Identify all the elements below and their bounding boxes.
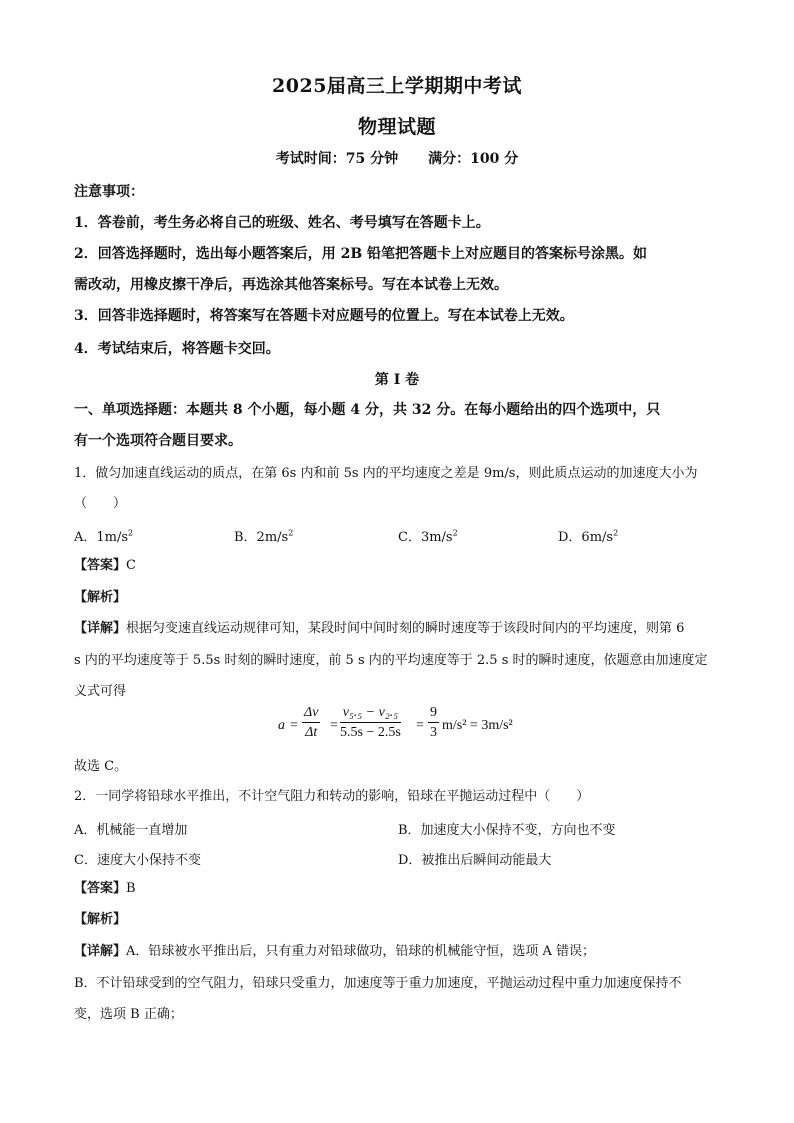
note-1: 1．答卷前，考生务必将自己的班级、姓名、考号填写在答题卡上。 <box>74 215 490 231</box>
q2-answer: 【答案】B <box>74 881 136 896</box>
q2-detail-a: 【详解】A．铅球被水平推出后，只有重力对铅球做功，铅球的机械能守恒，选项 A 错误； <box>74 944 596 959</box>
q1-stem-bracket: （ ） <box>74 496 127 511</box>
q2-detail-b: B．不计铅球受到的空气阻力，铅球只受重力，加速度等于重力加速度，平抛运动过程中重力加速度保持不 <box>74 976 682 991</box>
subject-title: 物理试题 <box>357 116 436 138</box>
q1-detail-2: s 内的平均速度等于 5.5s 时刻的瞬时速度，前 5 s 内的平均速度等于 2.5 s 时的瞬时速度，依题意由加速度定 <box>74 653 708 668</box>
formula-lhs: a <box>278 718 285 733</box>
q1-option-b: B．$2m/s^2$ <box>234 528 294 545</box>
section-heading: 一、单项选择题：本题共 8 个小题，每小题 4 分，共 32 分。在每小题给出的四个选项中，只 <box>74 402 661 418</box>
formula-eq-2: = <box>330 718 338 733</box>
q1-analysis: 【解析】 <box>74 590 127 605</box>
note-4: 4．考试结束后，将答题卡交回。 <box>74 341 280 357</box>
q1-option-d: D．$6m/s^2$ <box>558 528 619 545</box>
note-2-cont: 需改动，用橡皮擦干净后，再选涂其他答案标号。写在本试卷上无效。 <box>74 277 508 293</box>
q1-conclusion: 故选 C。 <box>74 759 128 774</box>
q1-option-a: A．$1m/s^2$ <box>74 528 134 545</box>
formula-eq-3: = <box>416 718 424 733</box>
formula-eq-1: = <box>290 718 298 733</box>
volume-label: 第 I 卷 <box>374 372 420 388</box>
formula-fraction-2: $\frac{\text{v₅.₅ − v₂.₅}}{5.5s - 2.5s}$ <box>340 705 401 740</box>
q1-option-c: C．$3m/s^2$ <box>398 528 458 545</box>
note-2: 2．回答选择题时，选出每小题答案后，用 2B 铅笔把答题卡上对应题目的答案标号涂黑。如 <box>74 246 648 262</box>
q1-detail-1: 【详解】根据匀变速直线运动规律可知，某段时间中间时刻的瞬时速度等于该段时间内的平均速度，则第 6 <box>74 621 685 636</box>
note-3: 3．回答非选择题时，将答案写在答题卡对应题号的位置上。写在本试卷上无效。 <box>74 308 574 324</box>
q2-analysis: 【解析】 <box>74 912 127 927</box>
formula-fraction-3: $\frac{9}{3}$ <box>430 705 437 740</box>
q2-option-a: A．机械能一直增加 <box>74 823 188 838</box>
q1-detail-3: 义式可得 <box>74 684 127 699</box>
exam-time: 考试时间：75 分钟 <box>275 151 399 167</box>
q2-detail-b-cont: 变，选项 B 正确； <box>74 1007 183 1022</box>
formula-tail: m/s² = 3m/s² <box>442 718 513 733</box>
notes-heading: 注意事项： <box>74 184 144 200</box>
section-heading-cont: 有一个选项符合题目要求。 <box>74 433 242 449</box>
formula-fraction-1: $\frac{\Delta v}{\Delta t}$ <box>304 705 319 740</box>
full-score: 满分：100 分 <box>428 151 519 167</box>
q2-option-d: D．被推出后瞬间动能最大 <box>398 853 552 868</box>
acceleration-formula <box>278 705 538 749</box>
exam-title: 2025届高三上学期期中考试 <box>272 75 522 97</box>
q2-option-b: B．加速度大小保持不变，方向也不变 <box>398 823 616 838</box>
q1-answer: 【答案】C <box>74 558 136 573</box>
q2-stem: 2．一同学将铅球水平推出，不计空气阻力和转动的影响，铅球在平抛运动过程中（ ） <box>74 789 590 804</box>
q1-stem: 1．做匀加速直线运动的质点，在第 6s 内和前 5s 内的平均速度之差是 9m/s，则此质点运动的加速度大小为 <box>74 466 698 481</box>
q2-option-c: C．速度大小保持不变 <box>74 853 201 868</box>
exam-meta <box>0 148 794 168</box>
